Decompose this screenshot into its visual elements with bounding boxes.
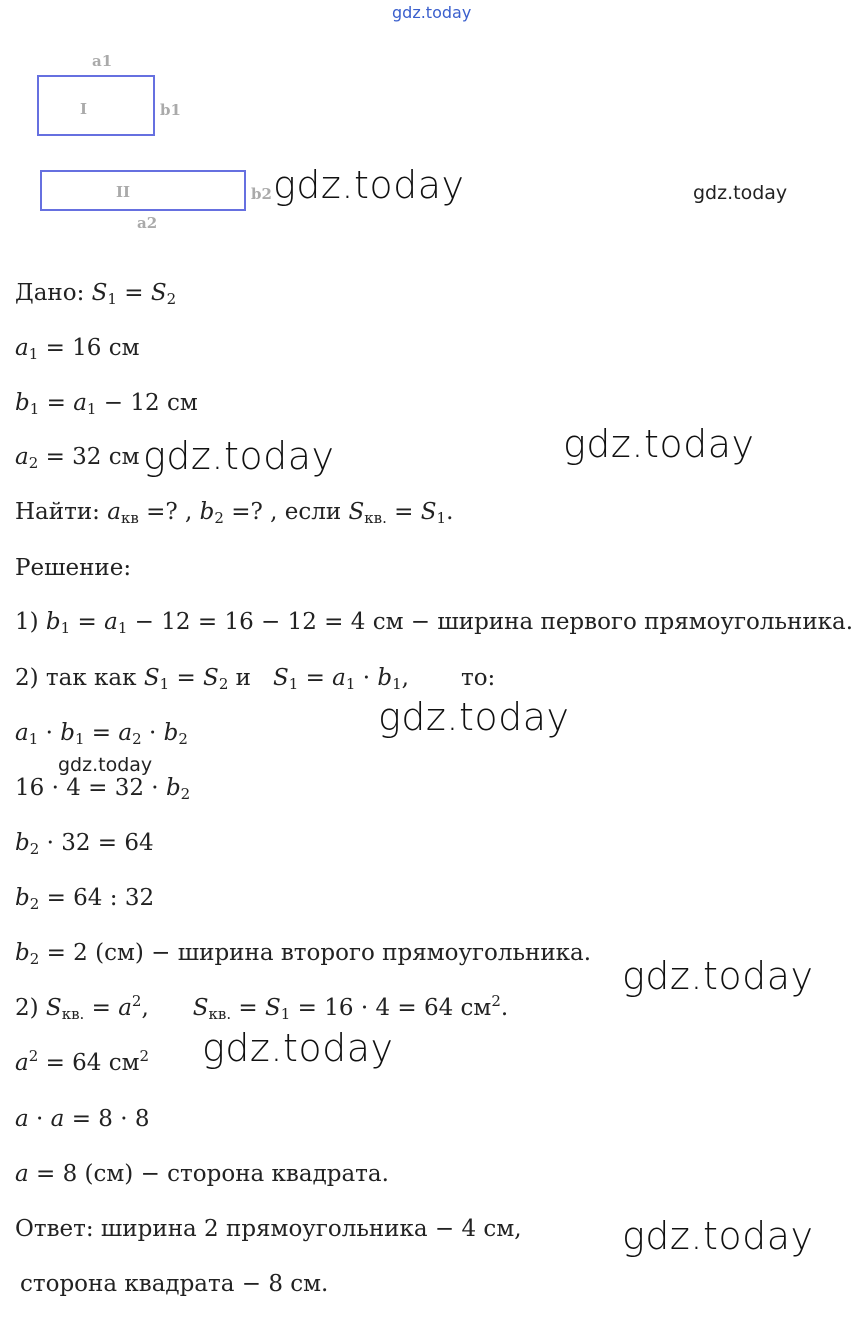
find-line: Найти: $a_{кв}$ =? , $b_2$ =? , если $S_{кв.} = S_1$. <box>15 499 454 527</box>
result-b2: $b_2 = 2$ (см) − ширина второго прямоугольника. <box>15 940 592 968</box>
watermark: gdz.today <box>273 163 465 207</box>
label-rect1-numeral: I <box>80 100 88 118</box>
equation-b2-times: $b_2 \cdot 32 = 64$ <box>15 830 154 858</box>
equation-a-squared: $a^2 = 64$ $см^2$ <box>15 1047 150 1076</box>
watermark: gdz.today <box>563 422 755 466</box>
equation-area: $a_1 \cdot b_1 = a_2 \cdot b_2$ <box>15 720 188 748</box>
label-b2: b2 <box>251 185 272 203</box>
watermark: gdz.today <box>378 695 570 739</box>
equation-numeric: $16 \cdot 4 = 32 \cdot b_2$ <box>15 775 191 803</box>
answer-line-2: сторона квадрата − 8 см. <box>20 1271 329 1297</box>
label-rect2-numeral: II <box>116 183 131 201</box>
rectangle-1 <box>37 75 155 136</box>
given-line: Дано: $S_1 = S_2$ <box>15 280 177 308</box>
watermark: gdz.today <box>622 954 814 998</box>
step1-line: 1) $b_1 = a_1 - 12 = 16 - 12 = 4$ см − ширина первого прямоугольника. <box>15 609 854 637</box>
rectangle-2 <box>40 170 246 211</box>
given-b1: $b_1 = a_1 - 12$ см <box>15 390 198 418</box>
watermark: gdz.today <box>693 182 788 204</box>
label-a1: a1 <box>92 52 113 70</box>
answer-line-1: Ответ: ширина 2 прямоугольника − 4 см, <box>15 1216 522 1242</box>
watermark-top: gdz.today <box>392 3 472 22</box>
solution-heading: Решение: <box>15 555 132 581</box>
equation-a-times-a: a · a = 8 · 8 <box>15 1106 150 1132</box>
given-a1: $a_1 = 16$ см <box>15 335 140 363</box>
watermark: gdz.today <box>202 1026 394 1070</box>
given-a2: $a_2 = 32$ см <box>15 444 140 472</box>
watermark: gdz.today <box>143 434 335 478</box>
label-a2: a2 <box>137 214 158 232</box>
label-b1: b1 <box>160 101 181 119</box>
step2-line: 2) так как $S_1 = S_2$ и $S_1 = a_1 \cdot b_1$, то: <box>15 665 496 693</box>
watermark: gdz.today <box>622 1214 814 1258</box>
equation-b2-div: $b_2 = 64$ : 32 <box>15 885 155 913</box>
result-a: a = 8 (см) − сторона квадрата. <box>15 1161 389 1187</box>
watermark: gdz.today <box>58 754 153 776</box>
step3-line: 2) $S_{кв.} = a^2$, $S_{кв.} = S_1 = 16 \cdot 4 = 64$ $см^2$. <box>15 992 509 1023</box>
